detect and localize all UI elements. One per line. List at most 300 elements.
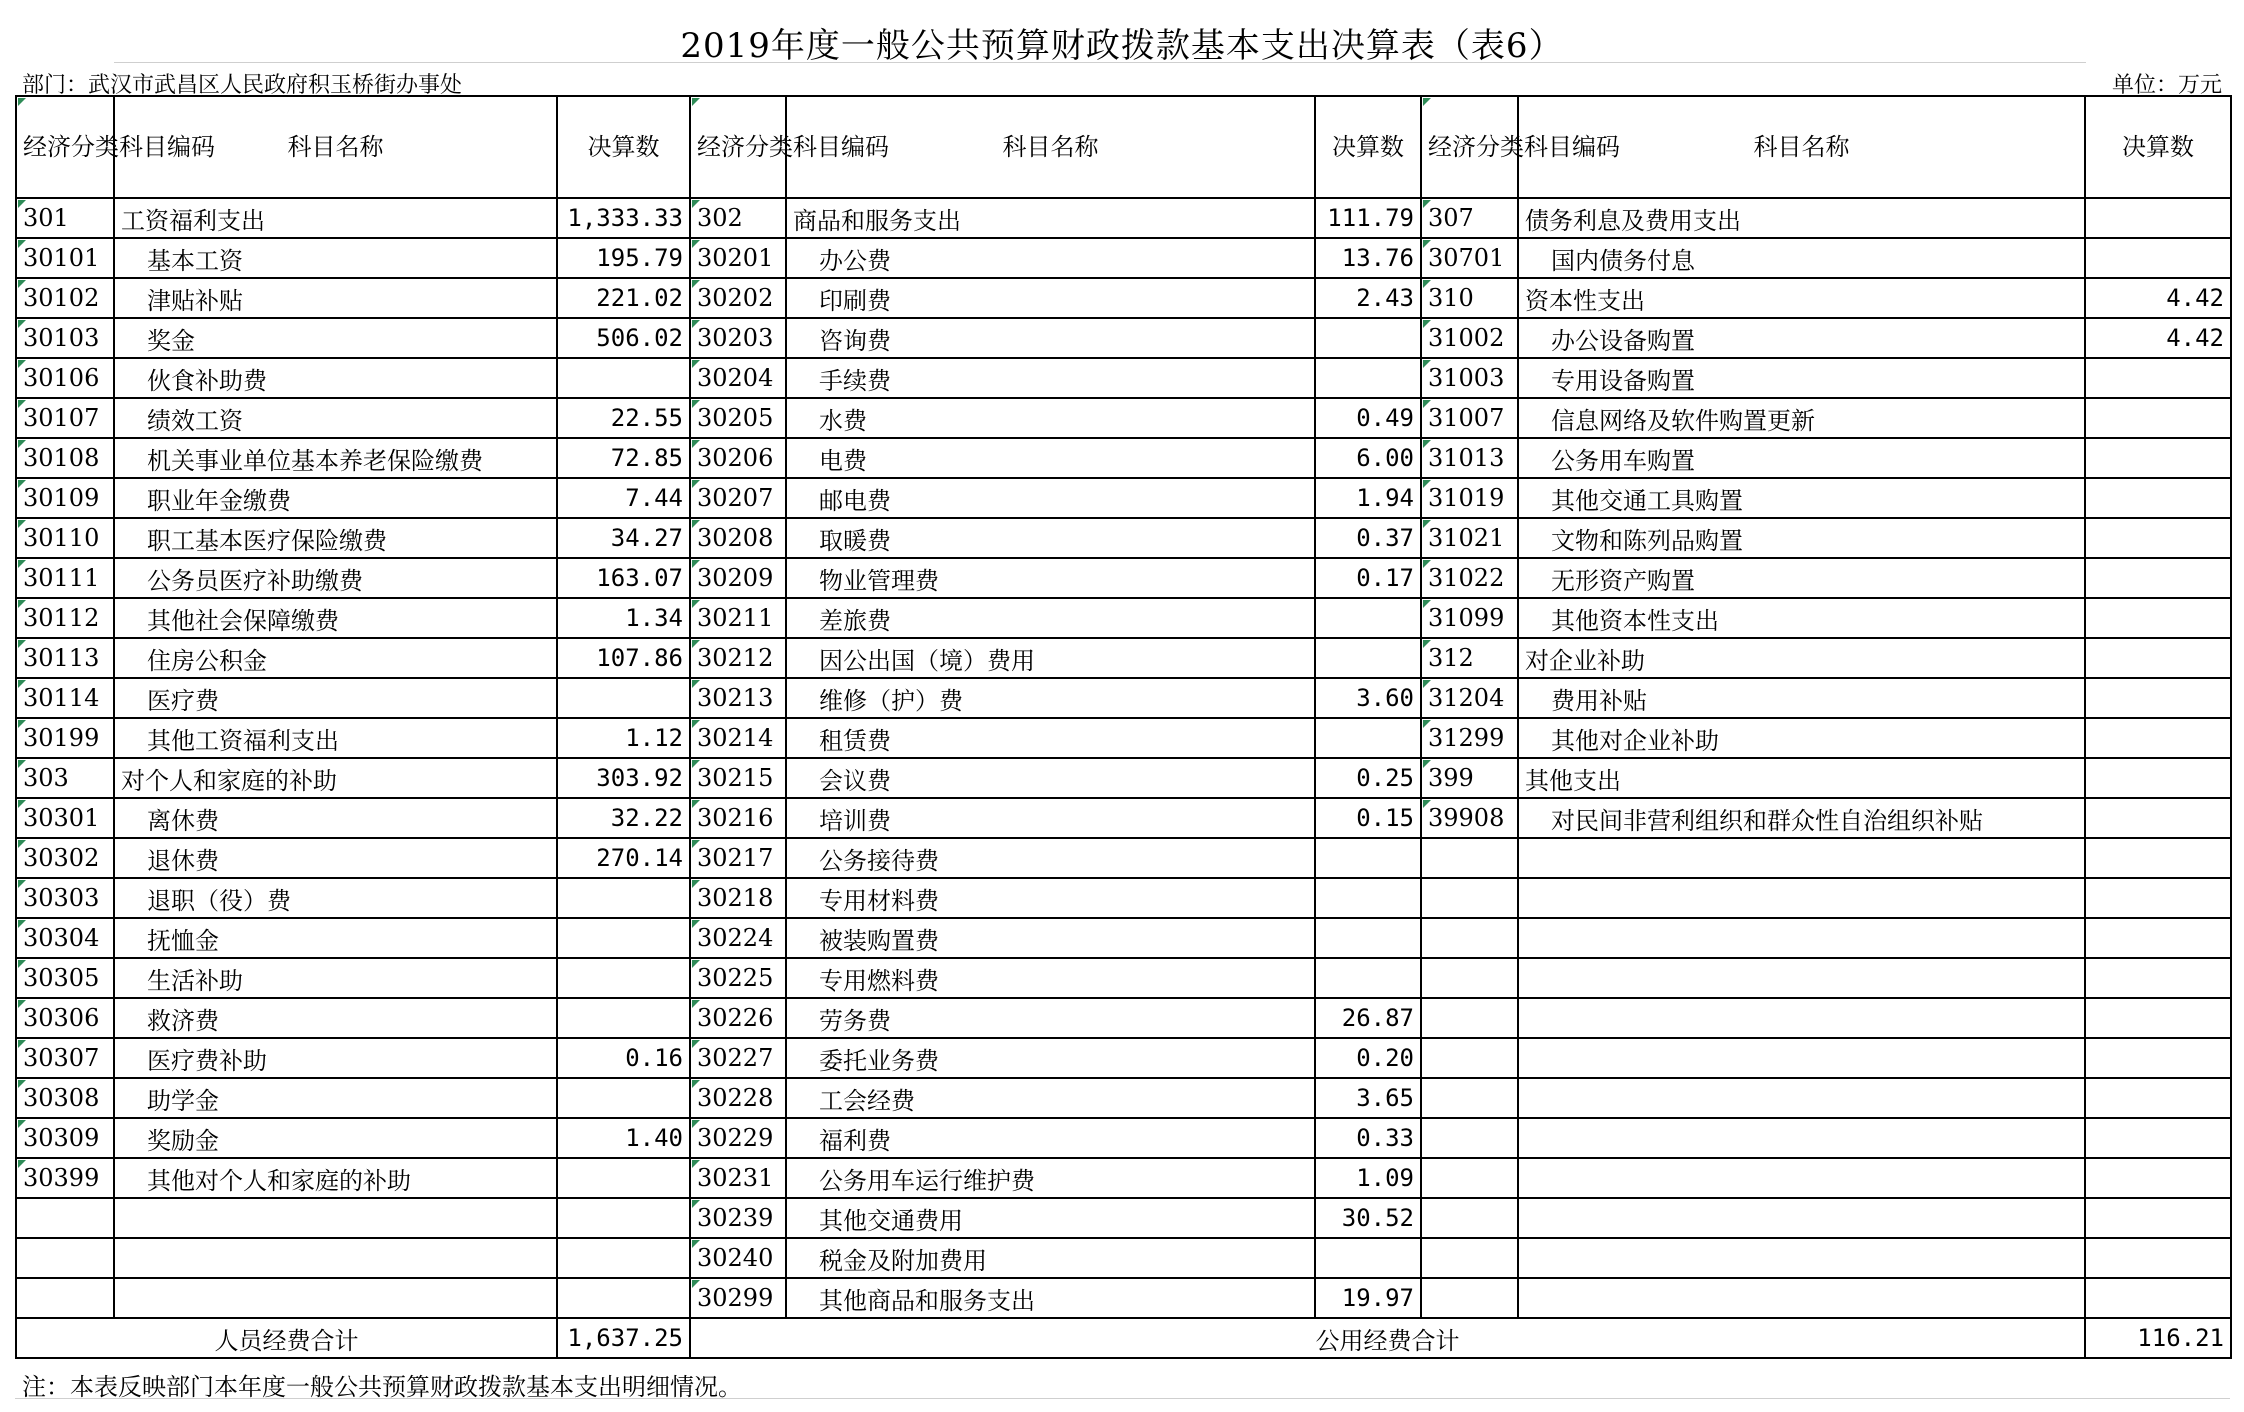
item-name-cell: 抚恤金 xyxy=(114,918,557,958)
code-cell: 30109 xyxy=(16,478,114,518)
item-name-cell: 医疗费补助 xyxy=(114,1038,557,1078)
item-name-cell: 退职（役）费 xyxy=(114,878,557,918)
item-name-cell: 维修（护）费 xyxy=(786,678,1315,718)
code-cell xyxy=(1421,1078,1518,1118)
title-divider xyxy=(114,62,2086,63)
code-cell: 31019 xyxy=(1421,478,1518,518)
item-name-cell: 国内债务付息 xyxy=(1518,238,2085,278)
code-cell: 30205 xyxy=(690,398,786,438)
table-row xyxy=(16,838,2231,878)
table-row xyxy=(16,1078,2231,1118)
item-name-cell: 对企业补助 xyxy=(1518,638,2085,678)
item-name-cell: 其他社会保障缴费 xyxy=(114,598,557,638)
header-amount: 决算数 xyxy=(1315,96,1421,198)
code-cell: 30113 xyxy=(16,638,114,678)
footnote: 注：本表反映部门本年度一般公共预算财政拨款基本支出明细情况。 xyxy=(22,1373,742,1401)
amount-cell xyxy=(2085,198,2231,238)
code-cell: 30110 xyxy=(16,518,114,558)
amount-cell: 7.44 xyxy=(557,478,690,518)
item-name-cell: 伙食补助费 xyxy=(114,358,557,398)
code-cell: 30239 xyxy=(690,1198,786,1238)
personnel-total-label: 人员经费合计 xyxy=(16,1318,557,1358)
code-cell: 30202 xyxy=(690,278,786,318)
item-name-cell: 离休费 xyxy=(114,798,557,838)
amount-cell xyxy=(2085,398,2231,438)
item-name-cell: 其他工资福利支出 xyxy=(114,718,557,758)
amount-cell xyxy=(1315,958,1421,998)
table-row xyxy=(16,798,2231,838)
table-row xyxy=(16,198,2231,238)
amount-cell xyxy=(557,1238,690,1278)
code-cell: 30305 xyxy=(16,958,114,998)
item-name-cell xyxy=(1518,1198,2085,1238)
department-label: 部门：武汉市武昌区人民政府积玉桥街办事处 xyxy=(22,73,463,98)
amount-cell: 0.25 xyxy=(1315,758,1421,798)
item-name-cell: 专用材料费 xyxy=(786,878,1315,918)
item-name-cell: 办公费 xyxy=(786,238,1315,278)
code-cell xyxy=(1421,1238,1518,1278)
code-cell: 31099 xyxy=(1421,598,1518,638)
code-cell: 30225 xyxy=(690,958,786,998)
table-row xyxy=(16,678,2231,718)
amount-cell xyxy=(2085,918,2231,958)
table-row xyxy=(16,998,2231,1038)
code-cell xyxy=(16,1278,114,1318)
amount-cell: 34.27 xyxy=(557,518,690,558)
code-cell: 30229 xyxy=(690,1118,786,1158)
code-cell xyxy=(1421,958,1518,998)
code-cell: 30217 xyxy=(690,838,786,878)
item-name-cell: 其他交通工具购置 xyxy=(1518,478,2085,518)
code-cell: 30228 xyxy=(690,1078,786,1118)
table-row xyxy=(16,478,2231,518)
amount-cell xyxy=(1315,598,1421,638)
amount-cell: 1.94 xyxy=(1315,478,1421,518)
code-cell: 30226 xyxy=(690,998,786,1038)
item-name-cell: 委托业务费 xyxy=(786,1038,1315,1078)
item-name-cell: 劳务费 xyxy=(786,998,1315,1038)
code-cell: 307 xyxy=(1421,198,1518,238)
amount-cell: 13.76 xyxy=(1315,238,1421,278)
code-cell xyxy=(1421,1158,1518,1198)
code-cell: 30199 xyxy=(16,718,114,758)
amount-cell: 4.42 xyxy=(2085,278,2231,318)
code-cell: 310 xyxy=(1421,278,1518,318)
amount-cell: 0.20 xyxy=(1315,1038,1421,1078)
amount-cell: 3.65 xyxy=(1315,1078,1421,1118)
item-name-cell: 机关事业单位基本养老保险缴费 xyxy=(114,438,557,478)
code-cell: 30304 xyxy=(16,918,114,958)
table-row xyxy=(16,958,2231,998)
item-name-cell xyxy=(1518,1278,2085,1318)
code-cell: 302 xyxy=(690,198,786,238)
item-name-cell xyxy=(1518,958,2085,998)
code-cell: 30214 xyxy=(690,718,786,758)
amount-cell: 3.60 xyxy=(1315,678,1421,718)
code-cell: 31007 xyxy=(1421,398,1518,438)
table-row xyxy=(16,518,2231,558)
amount-cell: 0.16 xyxy=(557,1038,690,1078)
header-name: 科目名称 xyxy=(114,96,557,198)
item-name-cell: 对民间非营利组织和群众性自治组织补贴 xyxy=(1518,798,2085,838)
amount-cell xyxy=(2085,1198,2231,1238)
code-cell: 30108 xyxy=(16,438,114,478)
amount-cell: 111.79 xyxy=(1315,198,1421,238)
item-name-cell: 物业管理费 xyxy=(786,558,1315,598)
code-cell: 30201 xyxy=(690,238,786,278)
code-cell: 399 xyxy=(1421,758,1518,798)
amount-cell: 163.07 xyxy=(557,558,690,598)
item-name-cell: 信息网络及软件购置更新 xyxy=(1518,398,2085,438)
item-name-cell: 邮电费 xyxy=(786,478,1315,518)
header-code: 经济分类科目编码 xyxy=(16,96,114,198)
item-name-cell: 基本工资 xyxy=(114,238,557,278)
amount-cell xyxy=(2085,438,2231,478)
code-cell: 30224 xyxy=(690,918,786,958)
amount-cell xyxy=(557,998,690,1038)
item-name-cell: 绩效工资 xyxy=(114,398,557,438)
amount-cell: 1.09 xyxy=(1315,1158,1421,1198)
amount-cell xyxy=(1315,638,1421,678)
item-name-cell: 税金及附加费用 xyxy=(786,1238,1315,1278)
amount-cell xyxy=(2085,798,2231,838)
code-cell: 30301 xyxy=(16,798,114,838)
item-name-cell xyxy=(1518,998,2085,1038)
header-code: 经济分类科目编码 xyxy=(690,96,786,198)
table-row xyxy=(16,1238,2231,1278)
item-name-cell: 救济费 xyxy=(114,998,557,1038)
code-cell: 31002 xyxy=(1421,318,1518,358)
table-row xyxy=(16,598,2231,638)
amount-cell xyxy=(2085,518,2231,558)
amount-cell xyxy=(2085,678,2231,718)
amount-cell xyxy=(557,1278,690,1318)
item-name-cell: 被装购置费 xyxy=(786,918,1315,958)
code-cell: 30203 xyxy=(690,318,786,358)
item-name-cell: 其他商品和服务支出 xyxy=(786,1278,1315,1318)
item-name-cell: 其他资本性支出 xyxy=(1518,598,2085,638)
amount-cell xyxy=(2085,1038,2231,1078)
item-name-cell: 公务接待费 xyxy=(786,838,1315,878)
code-cell: 30106 xyxy=(16,358,114,398)
code-cell: 30101 xyxy=(16,238,114,278)
item-name-cell: 资本性支出 xyxy=(1518,278,2085,318)
amount-cell xyxy=(1315,358,1421,398)
amount-cell xyxy=(2085,1238,2231,1278)
table-row xyxy=(16,398,2231,438)
item-name-cell: 津贴补贴 xyxy=(114,278,557,318)
header-row xyxy=(16,96,2231,198)
amount-cell: 1.34 xyxy=(557,598,690,638)
amount-cell: 72.85 xyxy=(557,438,690,478)
table-row xyxy=(16,918,2231,958)
amount-cell: 4.42 xyxy=(2085,318,2231,358)
bottom-divider xyxy=(15,1398,2230,1399)
table-row xyxy=(16,278,2231,318)
code-cell: 30209 xyxy=(690,558,786,598)
code-cell: 30240 xyxy=(690,1238,786,1278)
table-row xyxy=(16,438,2231,478)
item-name-cell xyxy=(1518,1158,2085,1198)
item-name-cell: 差旅费 xyxy=(786,598,1315,638)
item-name-cell: 公务员医疗补助缴费 xyxy=(114,558,557,598)
table-row xyxy=(16,878,2231,918)
item-name-cell: 文物和陈列品购置 xyxy=(1518,518,2085,558)
amount-cell: 1.12 xyxy=(557,718,690,758)
amount-cell xyxy=(2085,1118,2231,1158)
amount-cell xyxy=(1315,1238,1421,1278)
amount-cell: 0.37 xyxy=(1315,518,1421,558)
amount-cell: 0.15 xyxy=(1315,798,1421,838)
item-name-cell xyxy=(1518,1238,2085,1278)
code-cell: 30206 xyxy=(690,438,786,478)
item-name-cell: 职业年金缴费 xyxy=(114,478,557,518)
code-cell xyxy=(1421,878,1518,918)
item-name-cell xyxy=(114,1238,557,1278)
code-cell: 30213 xyxy=(690,678,786,718)
amount-cell xyxy=(557,678,690,718)
code-cell: 301 xyxy=(16,198,114,238)
code-cell: 30216 xyxy=(690,798,786,838)
amount-cell: 22.55 xyxy=(557,398,690,438)
table-row xyxy=(16,1198,2231,1238)
code-cell: 303 xyxy=(16,758,114,798)
amount-cell: 1,333.33 xyxy=(557,198,690,238)
amount-cell xyxy=(1315,918,1421,958)
personnel-total-value: 1,637.25 xyxy=(557,1318,690,1358)
code-cell: 31013 xyxy=(1421,438,1518,478)
code-cell: 31022 xyxy=(1421,558,1518,598)
code-cell xyxy=(16,1198,114,1238)
amount-cell xyxy=(2085,1078,2231,1118)
table-row xyxy=(16,718,2231,758)
item-name-cell: 对个人和家庭的补助 xyxy=(114,758,557,798)
code-cell: 30231 xyxy=(690,1158,786,1198)
code-cell: 30309 xyxy=(16,1118,114,1158)
amount-cell xyxy=(1315,878,1421,918)
amount-cell: 2.43 xyxy=(1315,278,1421,318)
item-name-cell xyxy=(1518,878,2085,918)
table-row xyxy=(16,558,2231,598)
code-cell: 31021 xyxy=(1421,518,1518,558)
code-cell: 30111 xyxy=(16,558,114,598)
item-name-cell: 其他交通费用 xyxy=(786,1198,1315,1238)
item-name-cell: 印刷费 xyxy=(786,278,1315,318)
amount-cell: 0.49 xyxy=(1315,398,1421,438)
amount-cell: 32.22 xyxy=(557,798,690,838)
amount-cell xyxy=(2085,758,2231,798)
code-cell: 31003 xyxy=(1421,358,1518,398)
item-name-cell: 专用设备购置 xyxy=(1518,358,2085,398)
amount-cell xyxy=(557,1078,690,1118)
amount-cell: 26.87 xyxy=(1315,998,1421,1038)
amount-cell xyxy=(2085,838,2231,878)
amount-cell xyxy=(2085,998,2231,1038)
public-total-value: 116.21 xyxy=(2085,1318,2231,1358)
item-name-cell: 水费 xyxy=(786,398,1315,438)
amount-cell xyxy=(2085,1278,2231,1318)
item-name-cell: 会议费 xyxy=(786,758,1315,798)
code-cell: 30701 xyxy=(1421,238,1518,278)
item-name-cell: 医疗费 xyxy=(114,678,557,718)
item-name-cell: 奖金 xyxy=(114,318,557,358)
table-row xyxy=(16,238,2231,278)
code-cell xyxy=(1421,918,1518,958)
code-cell: 30112 xyxy=(16,598,114,638)
code-cell: 30399 xyxy=(16,1158,114,1198)
header-code: 经济分类科目编码 xyxy=(1421,96,1518,198)
code-cell xyxy=(1421,998,1518,1038)
item-name-cell: 无形资产购置 xyxy=(1518,558,2085,598)
item-name-cell xyxy=(1518,838,2085,878)
item-name-cell: 奖励金 xyxy=(114,1118,557,1158)
item-name-cell: 电费 xyxy=(786,438,1315,478)
item-name-cell xyxy=(1518,1078,2085,1118)
code-cell: 30212 xyxy=(690,638,786,678)
item-name-cell: 住房公积金 xyxy=(114,638,557,678)
amount-cell xyxy=(557,958,690,998)
code-cell: 30302 xyxy=(16,838,114,878)
page-title: 2019年度一般公共预算财政拨款基本支出决算表（表6） xyxy=(680,26,1564,66)
table-row xyxy=(16,1158,2231,1198)
item-name-cell: 公务用车购置 xyxy=(1518,438,2085,478)
item-name-cell xyxy=(1518,1118,2085,1158)
code-cell: 30114 xyxy=(16,678,114,718)
item-name-cell: 因公出国（境）费用 xyxy=(786,638,1315,678)
amount-cell xyxy=(2085,1158,2231,1198)
expenditure-table xyxy=(15,95,2232,1359)
item-name-cell: 咨询费 xyxy=(786,318,1315,358)
amount-cell xyxy=(2085,878,2231,918)
code-cell: 30218 xyxy=(690,878,786,918)
amount-cell xyxy=(2085,558,2231,598)
amount-cell: 195.79 xyxy=(557,238,690,278)
amount-cell: 270.14 xyxy=(557,838,690,878)
amount-cell xyxy=(557,1198,690,1238)
item-name-cell: 取暖费 xyxy=(786,518,1315,558)
code-cell: 30307 xyxy=(16,1038,114,1078)
amount-cell xyxy=(557,878,690,918)
amount-cell xyxy=(2085,638,2231,678)
code-cell: 31204 xyxy=(1421,678,1518,718)
item-name-cell: 助学金 xyxy=(114,1078,557,1118)
code-cell: 312 xyxy=(1421,638,1518,678)
table-row xyxy=(16,318,2231,358)
public-total-label: 公用经费合计 xyxy=(690,1318,2085,1358)
code-cell xyxy=(1421,1278,1518,1318)
totals-row xyxy=(16,1318,2231,1358)
amount-cell xyxy=(2085,958,2231,998)
amount-cell xyxy=(1315,318,1421,358)
item-name-cell: 工会经费 xyxy=(786,1078,1315,1118)
item-name-cell: 培训费 xyxy=(786,798,1315,838)
code-cell: 30306 xyxy=(16,998,114,1038)
table-row xyxy=(16,758,2231,798)
item-name-cell: 福利费 xyxy=(786,1118,1315,1158)
code-cell: 30207 xyxy=(690,478,786,518)
amount-cell xyxy=(1315,718,1421,758)
table-row xyxy=(16,1118,2231,1158)
code-cell: 30215 xyxy=(690,758,786,798)
amount-cell: 506.02 xyxy=(557,318,690,358)
unit-label: 单位：万元 xyxy=(2111,73,2222,98)
item-name-cell xyxy=(1518,1038,2085,1078)
item-name-cell xyxy=(114,1278,557,1318)
table-row xyxy=(16,638,2231,678)
item-name-cell: 工资福利支出 xyxy=(114,198,557,238)
amount-cell: 6.00 xyxy=(1315,438,1421,478)
item-name-cell: 手续费 xyxy=(786,358,1315,398)
amount-cell: 0.17 xyxy=(1315,558,1421,598)
code-cell: 30204 xyxy=(690,358,786,398)
amount-cell xyxy=(557,358,690,398)
code-cell: 30308 xyxy=(16,1078,114,1118)
item-name-cell: 其他支出 xyxy=(1518,758,2085,798)
item-name-cell xyxy=(114,1198,557,1238)
amount-cell xyxy=(2085,718,2231,758)
code-cell: 30102 xyxy=(16,278,114,318)
code-cell xyxy=(16,1238,114,1278)
code-cell: 30299 xyxy=(690,1278,786,1318)
code-cell: 30107 xyxy=(16,398,114,438)
item-name-cell: 商品和服务支出 xyxy=(786,198,1315,238)
table-row xyxy=(16,358,2231,398)
table-row xyxy=(16,1038,2231,1078)
code-cell: 30211 xyxy=(690,598,786,638)
header-amount: 决算数 xyxy=(557,96,690,198)
code-cell xyxy=(1421,838,1518,878)
amount-cell xyxy=(2085,478,2231,518)
code-cell: 39908 xyxy=(1421,798,1518,838)
item-name-cell: 费用补贴 xyxy=(1518,678,2085,718)
item-name-cell: 其他对个人和家庭的补助 xyxy=(114,1158,557,1198)
code-cell xyxy=(1421,1198,1518,1238)
header-name: 科目名称 xyxy=(786,96,1315,198)
item-name-cell: 专用燃料费 xyxy=(786,958,1315,998)
amount-cell: 303.92 xyxy=(557,758,690,798)
item-name-cell: 债务利息及费用支出 xyxy=(1518,198,2085,238)
item-name-cell: 退休费 xyxy=(114,838,557,878)
code-cell: 30227 xyxy=(690,1038,786,1078)
amount-cell xyxy=(2085,358,2231,398)
table-row xyxy=(16,1278,2231,1318)
amount-cell xyxy=(1315,838,1421,878)
item-name-cell: 公务用车运行维护费 xyxy=(786,1158,1315,1198)
code-cell: 30103 xyxy=(16,318,114,358)
amount-cell: 30.52 xyxy=(1315,1198,1421,1238)
amount-cell: 19.97 xyxy=(1315,1278,1421,1318)
item-name-cell: 其他对企业补助 xyxy=(1518,718,2085,758)
item-name-cell: 职工基本医疗保险缴费 xyxy=(114,518,557,558)
item-name-cell: 租赁费 xyxy=(786,718,1315,758)
code-cell xyxy=(1421,1118,1518,1158)
code-cell xyxy=(1421,1038,1518,1078)
amount-cell: 1.40 xyxy=(557,1118,690,1158)
header-amount: 决算数 xyxy=(2085,96,2231,198)
amount-cell: 221.02 xyxy=(557,278,690,318)
amount-cell xyxy=(2085,238,2231,278)
amount-cell: 0.33 xyxy=(1315,1118,1421,1158)
amount-cell xyxy=(557,918,690,958)
item-name-cell xyxy=(1518,918,2085,958)
header-name: 科目名称 xyxy=(1518,96,2085,198)
item-name-cell: 办公设备购置 xyxy=(1518,318,2085,358)
code-cell: 31299 xyxy=(1421,718,1518,758)
amount-cell xyxy=(557,1158,690,1198)
code-cell: 30208 xyxy=(690,518,786,558)
item-name-cell: 生活补助 xyxy=(114,958,557,998)
amount-cell: 107.86 xyxy=(557,638,690,678)
